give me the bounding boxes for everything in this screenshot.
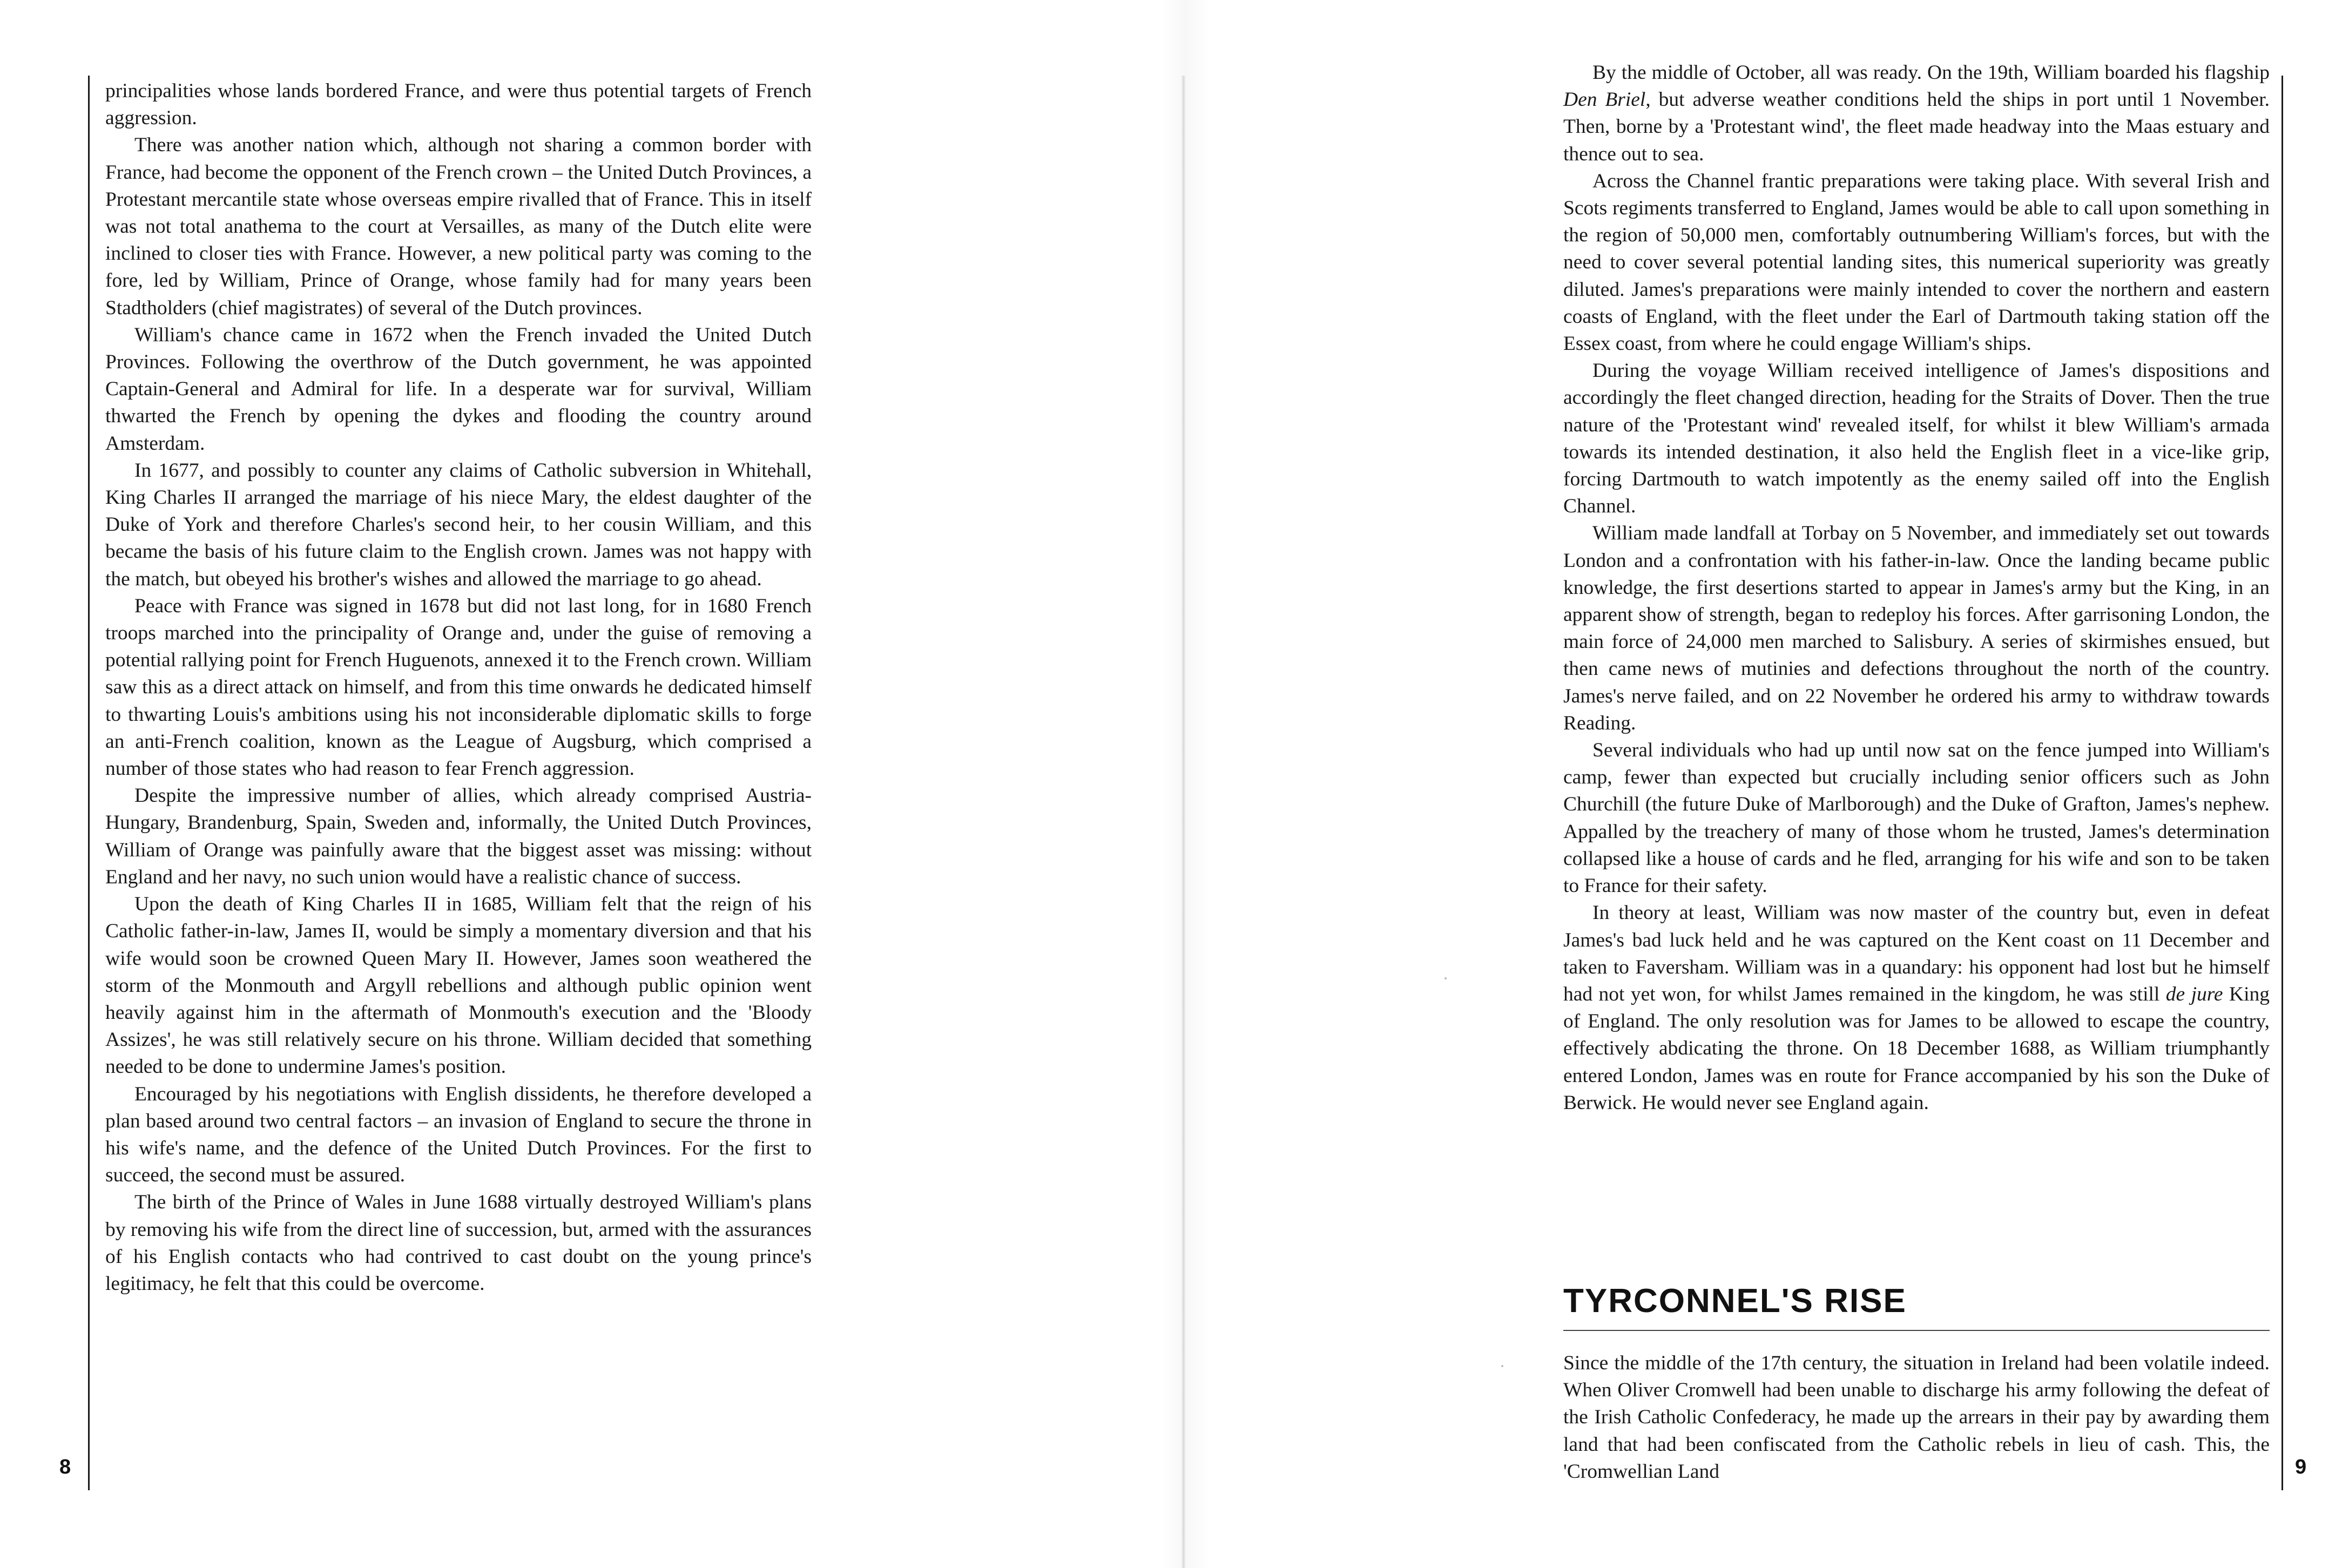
text-run: By the middle of October, all was ready. On the 19th, William boarded his flagship [1592, 62, 2270, 84]
page-number: 9 [2295, 1456, 2307, 1478]
paragraph [1563, 900, 2270, 1117]
text-run: Several individuals who had up until now sat on the fence jumped into William's camp, fewer than expected but crucially including senior officers such as John Churchill (the future Duke of Marlborough) and the Duke of Grafton, James's nephew. Appalled by the treachery of many of those whom he trusted, James's determination collapsed like a house of cards and he fled, arranging for his wife and son to be taken to France for their safety. [1563, 739, 2270, 897]
text-run: In theory at least, William was now master of the country but, even in defeat James's bad luck held and he was captured on the Kent coast on 11 December and taken to Faversham. William was in a quandary: his opponent had lost but he himself had not yet won, for whilst James remained in the kingdom, he was still [1563, 902, 2270, 1005]
paragraph: Upon the death of King Charles II in 1685, William felt that the reign of his Catholic father-in-law, James II, would be simply a momentary diversion and that his wife would soon be crowned Queen Mary II. However, James soon weathered the storm of the Monmouth and Argyll rebellions and although public opinion went heavily against him in the aftermath of Monmouth's execution and the 'Bloody Assizes', he was still relatively secure on his throne. William decided that something needed to be done to undermine James's position. [105, 893, 812, 1078]
ship-name-italic: Den Briel [1563, 89, 1646, 111]
paragraph: There was another nation which, although not sharing a common border with France, had become the opponent of the French crown – the United Dutch Provinces, a Protestant mercantile state whose overseas empire rivalled that of France. This in itself was not total anathema to the court at Versailles, as many of the Dutch elite were inclined to closer ties with France. However, a new political party was coming to the fore, led by William, Prince of Orange, whose family had for many years been Stadtholders (chief magistrates) of several of the Dutch provinces. [105, 134, 812, 319]
text-run: During the voyage William received intelligence of James's dispositions and accordingly the fleet changed direction, heading for the Straits of Dover. Then the true nature of the 'Protestant wind' revealed itself, for whilst it blew William's armada towards its intended destination, it also held the English fleet in a vice-like grip, forcing Dartmouth to watch impotently as the enemy sailed off into the English Channel. [1563, 360, 2270, 518]
paper-speck [1444, 977, 1447, 979]
left-margin-rule [88, 76, 90, 1490]
paragraph: Peace with France was signed in 1678 but did not last long, for in 1680 French troops marched into the principality of Orange and, under the guise of removing a potential rallying point for French Huguenots, annexed it to the French crown. William saw this as a direct attack on himself, and from this time onwards he dedicated himself to thwarting Louis's ambitions using his not inconsiderable diplomatic skills to forge an anti-French coalition, known as the League of Augsburg, which comprised a number of those states who had reason to fear French aggression. [105, 594, 812, 780]
paragraph [1563, 520, 2270, 737]
text-run: Across the Channel frantic preparations were taking place. With several Irish and Scots regiments transferred to England, James would be able to call upon something in the region of 50,000 men, comfortably outnumbering William's forces, but with the need to cover several potential landing sites, this numerical superiority was greatly diluted. James's preparations were mainly intended to cover the northern and eastern coasts of England, with the fleet under the Earl of Dartmouth taking station off the Essex coast, from where he could engage William's ships. [1563, 170, 2270, 355]
paragraph: principalities whose lands bordered France, and were thus potential targets of French aggression. [105, 80, 812, 130]
right-page-body [1563, 59, 2270, 1117]
paragraph [1563, 59, 2270, 168]
text-run: , but adverse weather conditions held the ships in port until 1 November. Then, borne by a 'Protestant wind', the fleet made headway into the Maas estuary and thence out to sea. [1563, 89, 2270, 165]
paper-speck [1501, 1365, 1503, 1367]
paragraph: Since the middle of the 17th century, the situation in Ireland had been volatile indeed. When Oliver Cromwell had been unable to discharge his army following the defeat of the Irish Catholic Confederacy, he made up the arrears in their pay by awarding them land that had been confiscated from the Catholic rebels in lieu of cash. This, the 'Cromwellian Land [1563, 1352, 2270, 1483]
left-page-body [105, 78, 812, 1297]
section-heading-rule [1563, 1330, 2270, 1331]
right-margin-rule [2282, 76, 2283, 1490]
paragraph: Encouraged by his negotiations with English dissidents, he therefore developed a plan based around two central factors – an invasion of England to secure the throne in his wife's name, and the defence of the United Dutch Provinces. For the first to succeed, the second must be assured. [105, 1083, 812, 1187]
paragraph: William's chance came in 1672 when the French invaded the United Dutch Provinces. Following the overthrow of the Dutch government, he was appointed Captain-General and Admiral for life. In a desperate war for survival, William thwarted the French by opening the dykes and flooding the country around Amsterdam. [105, 323, 812, 455]
text-run: King of England. The only resolution was for James to be allowed to escape the country, effectively abdicating the throne. On 18 December 1688, as William triumphantly entered London, James was en route for France accompanied by his son the Duke of Berwick. He would never see England again. [1563, 983, 2270, 1114]
latin-term-italic: de jure [2165, 983, 2223, 1005]
paragraph: Despite the impressive number of allies, which already comprised Austria-Hungary, Brandenburg, Spain, Sweden and, informally, the United Dutch Provinces, William of Orange was painfully aware that the biggest asset was missing: without England and her navy, no such union would have a realistic chance of success. [105, 785, 812, 888]
paragraph [1563, 357, 2270, 520]
paragraph [1563, 737, 2270, 900]
section-heading: TYRCONNEL'S RISE [1563, 1282, 1907, 1320]
page-number: 8 [59, 1456, 71, 1478]
paragraph [1563, 168, 2270, 357]
paragraph: The birth of the Prince of Wales in June 1688 virtually destroyed William's plans by removing his wife from the direct line of succession, but, armed with the assurances of his English contacts who had contrived to cast doubt on the young prince's legitimacy, he felt that this could be overcome. [105, 1191, 812, 1295]
paragraph: In 1677, and possibly to counter any claims of Catholic subversion in Whitehall, King Charles II arranged the marriage of his niece Mary, the eldest daughter of the Duke of York and therefore Charles's second heir, to her cousin William, and this became the basis of his future claim to the English crown. James was not happy with the match, but obeyed his brother's wishes and allowed the marriage to go ahead. [105, 459, 812, 590]
section-body [1563, 1350, 2270, 1485]
text-run: William made landfall at Torbay on 5 November, and immediately set out towards London and a confrontation with his father-in-law. Once the landing became public knowledge, the first desertions started to appear in James's army but the King, in an apparent show of strength, began to redeploy his forces. After garrisoning London, the main force of 24,000 men marched to Salisbury. A series of skirmishes ensued, but then came news of mutinies and defections throughout the north of the country. James's nerve failed, and on 22 November he ordered his army to withdraw towards Reading. [1563, 522, 2270, 734]
